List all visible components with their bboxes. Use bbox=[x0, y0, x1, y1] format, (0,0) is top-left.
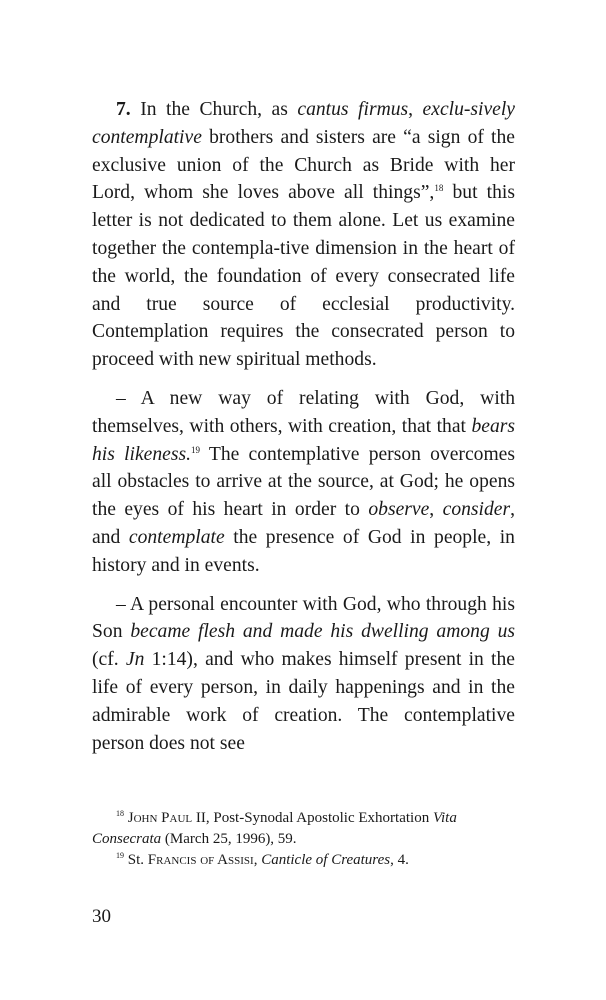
text-run: 1:14), and who makes himself present in the life of every person, in daily happenings and in the admirable work of creation. The contemplative person does not see bbox=[92, 649, 515, 754]
paragraph-personal-encounter bbox=[92, 591, 515, 758]
text-run: The contemplative person overcomes all obstacles to arrive at the source, at God; he opens the eyes of his heart in order to bbox=[92, 443, 516, 521]
text-run: – A personal encounter with God, who through his Son bbox=[92, 593, 515, 643]
text-run: St. bbox=[127, 852, 148, 868]
footnote-author: Francis of Assisi bbox=[147, 852, 254, 868]
text-run: , bbox=[253, 852, 262, 868]
italic-run: bears his likeness. bbox=[92, 415, 515, 465]
italic-run: Jn bbox=[125, 649, 145, 671]
paragraph-number: 7. bbox=[116, 99, 131, 120]
footnote-ref-19[interactable]: 19 bbox=[191, 444, 200, 455]
footnote-18 bbox=[92, 808, 515, 850]
italic-run: sively contemplative bbox=[92, 99, 516, 148]
paragraph-7 bbox=[92, 96, 515, 374]
text-run: (March 25, 1996), 59. bbox=[161, 831, 297, 847]
text-run: , Post-Synodal Apostolic Exhortation bbox=[205, 810, 433, 826]
text-run: , and bbox=[92, 499, 516, 548]
italic-run: contemplate bbox=[128, 526, 225, 548]
text-run: In the Church, as bbox=[130, 99, 298, 120]
text-run: , bbox=[408, 99, 423, 120]
footnote-19 bbox=[92, 850, 515, 871]
footnote-number: 19 bbox=[116, 851, 124, 860]
paragraph-new-way bbox=[92, 385, 515, 580]
italic-run: exclu- bbox=[422, 99, 471, 120]
footnote-number: 18 bbox=[116, 809, 124, 818]
italic-run: cantus firmus bbox=[297, 99, 409, 120]
italic-run: observe bbox=[368, 499, 430, 521]
footnote-ref-18[interactable]: 18 bbox=[434, 183, 444, 194]
italic-run: Vita Consecrata bbox=[92, 810, 457, 847]
italic-run: Canticle of Creatures bbox=[261, 852, 391, 868]
page-body bbox=[92, 96, 515, 768]
footnote-author: John Paul II bbox=[127, 810, 206, 826]
text-run: , 4. bbox=[390, 852, 409, 868]
text-run: tive dimension in the heart of the world, the foundation of every consecrated life and true source of ecclesial productivity. Contemplation requires the consecrated person to proceed with new spiritual methods. bbox=[92, 237, 515, 371]
text-run: but this letter is not dedicated to them alone. Let us examine together the contempla- bbox=[92, 182, 515, 259]
italic-run: became flesh and made his dwelling among us bbox=[130, 621, 516, 643]
text-run: the presence of God in people, in history and in events. bbox=[92, 526, 515, 576]
text-run: , bbox=[429, 499, 443, 521]
italic-run: consider bbox=[442, 499, 511, 521]
page-number: 30 bbox=[92, 906, 111, 927]
text-run: (cf. bbox=[92, 649, 126, 671]
text-run: brothers and sisters are “a sign of the exclusive union of the Church as Bride with her Lord, whom she loves above all things”, bbox=[92, 126, 515, 204]
footnotes bbox=[92, 808, 515, 871]
text-run: – A new way of relating with God, with themselves, with others, with creation, that that bbox=[92, 387, 515, 437]
